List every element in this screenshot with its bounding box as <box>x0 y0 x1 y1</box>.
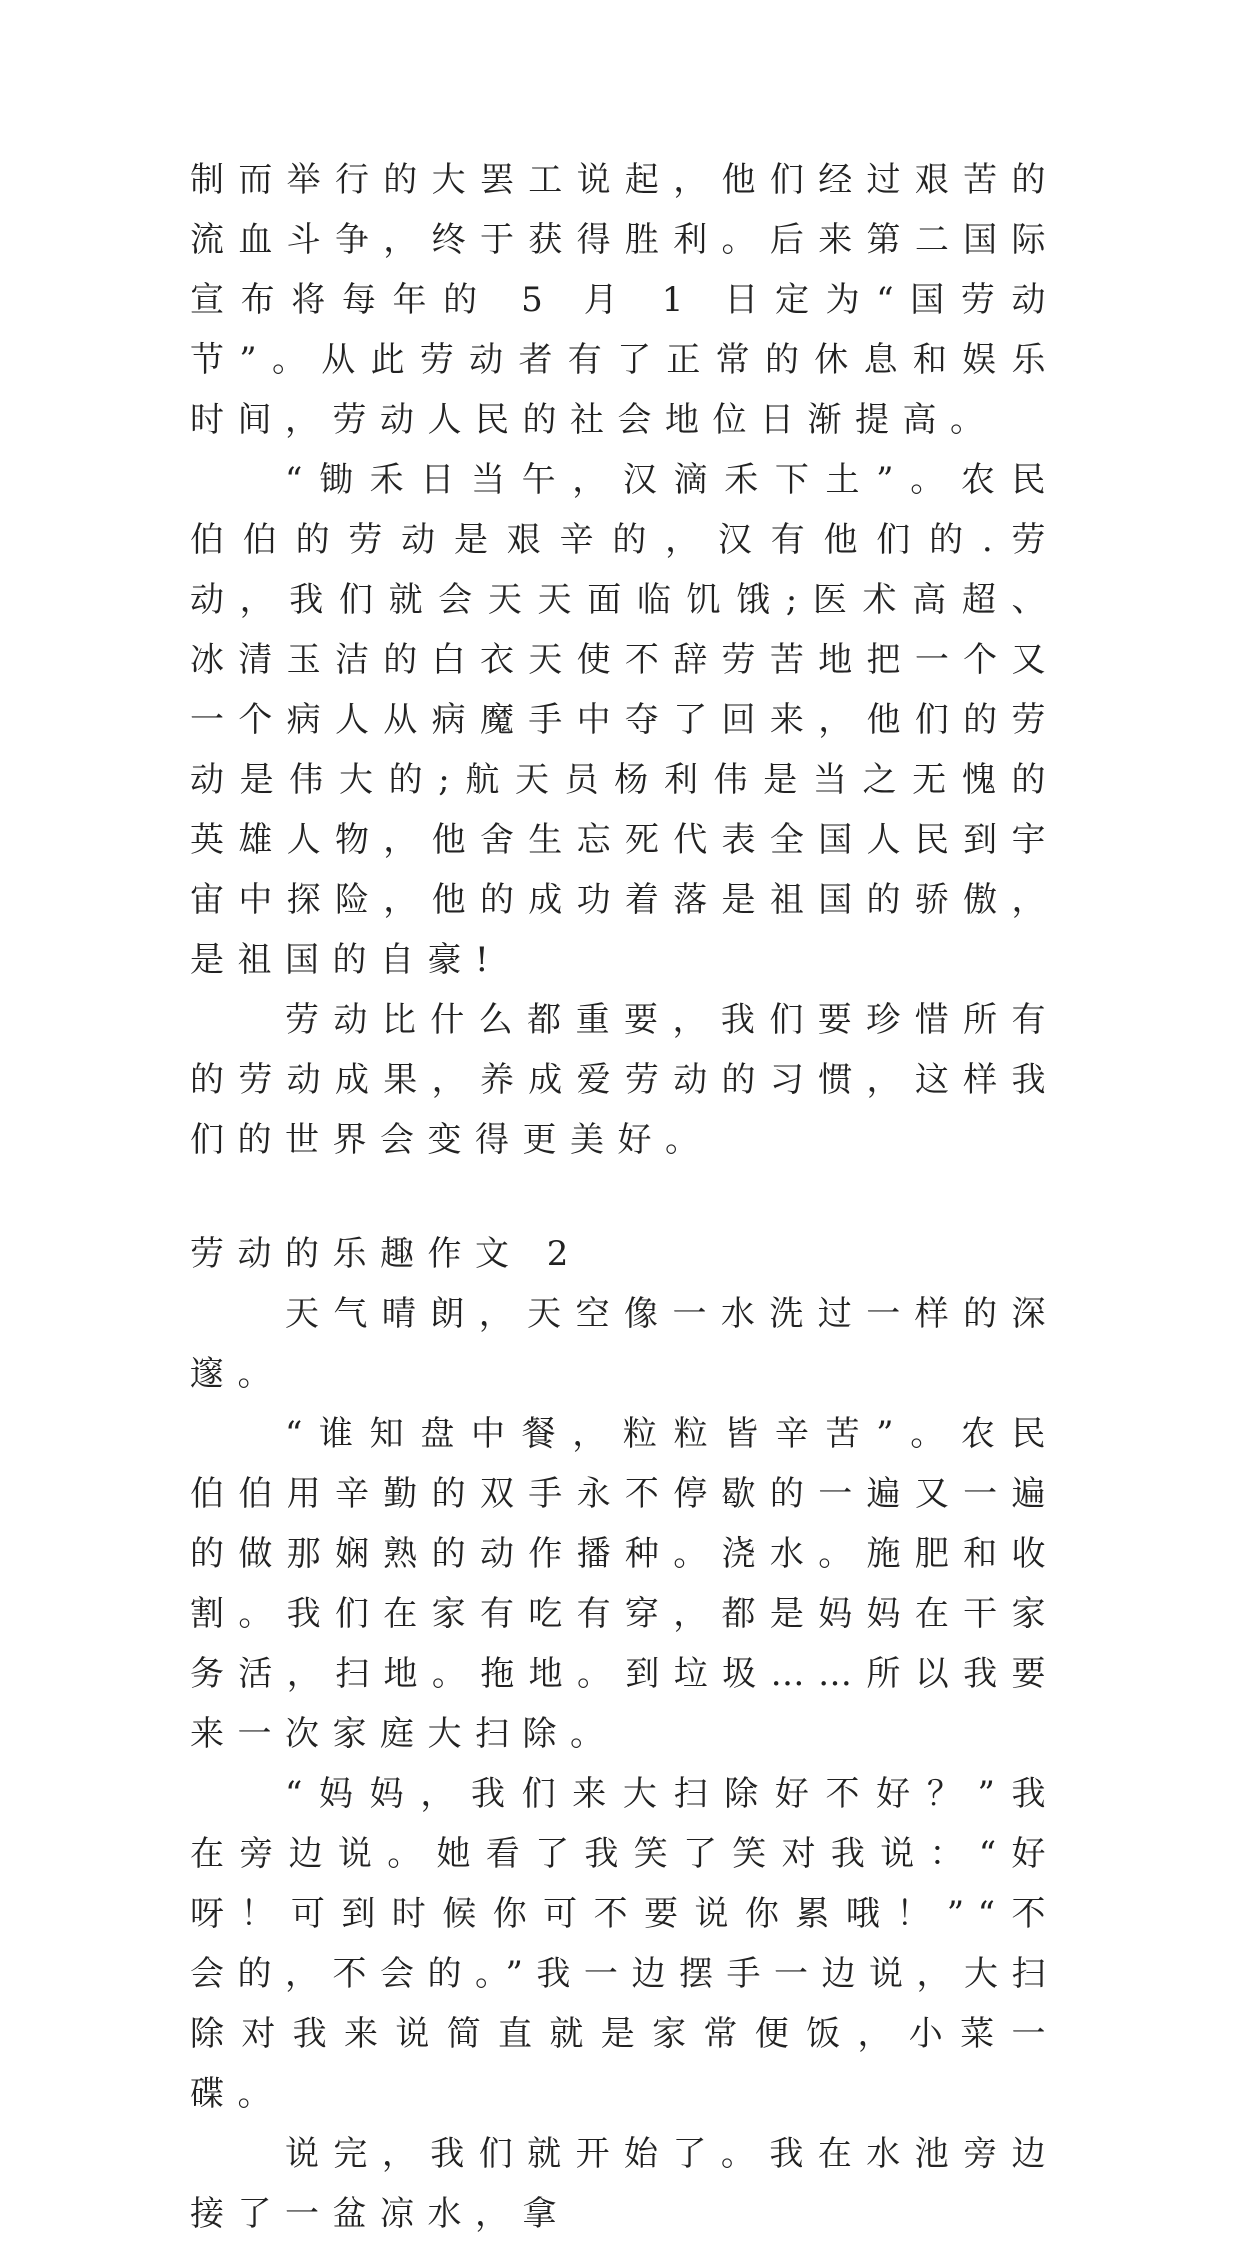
paragraph: 天气晴朗，天空像一水洗过一样的深邃。 <box>190 1294 1059 1394</box>
document-page <box>190 150 1059 2244</box>
paragraph: “谁知盘中餐，粒粒皆辛苦”。农民伯伯用辛勤的双手永不停歇的一遍又一遍的做那娴熟的动作播种。浇水。施肥和收割。我们在家有吃有穿，都是妈妈在干家务活，扫地。拖地。到垃圾……所以我要来一次家庭大扫除。 <box>190 1414 1059 1754</box>
paragraph: 劳动比什么都重要，我们要珍惜所有的劳动成果，养成爱劳动的习惯，这样我们的世界会变得更美好。 <box>190 1000 1059 1160</box>
paragraph: “锄禾日当午，汉滴禾下土”。农民伯伯的劳动是艰辛的，汉有他们的.劳动，我们就会天天面临饥饿;医术高超、冰清玉洁的白衣天使不辞劳苦地把一个又一个病人从病魔手中夺了回来，他们的劳动是伟大的;航天员杨利伟是当之无愧的英雄人物，他舍生忘死代表全国人民到宇宙中探险，他的成功着落是祖国的骄傲，是祖国的自豪! <box>190 460 1059 980</box>
paragraph: 说完，我们就开始了。我在水池旁边接了一盆凉水，拿 <box>190 2134 1059 2234</box>
section-title: 劳动的乐趣作文 2 <box>190 1234 582 1274</box>
paragraph-continued: 制而举行的大罢工说起，他们经过艰苦的流血斗争，终于获得胜利。后来第二国际宣布将每年的 5 月 1 日定为“国劳动节”。从此劳动者有了正常的休息和娱乐时间，劳动人民的社会地位日渐提高。 <box>190 160 1059 440</box>
paragraph: “妈妈，我们来大扫除好不好？”我在旁边说。她看了我笑了笑对我说：“好呀！可到时候你可不要说你累哦！”“不会的，不会的。”我一边摆手一边说，大扫除对我来说简直就是家常便饭，小菜一碟。 <box>190 1774 1059 2114</box>
